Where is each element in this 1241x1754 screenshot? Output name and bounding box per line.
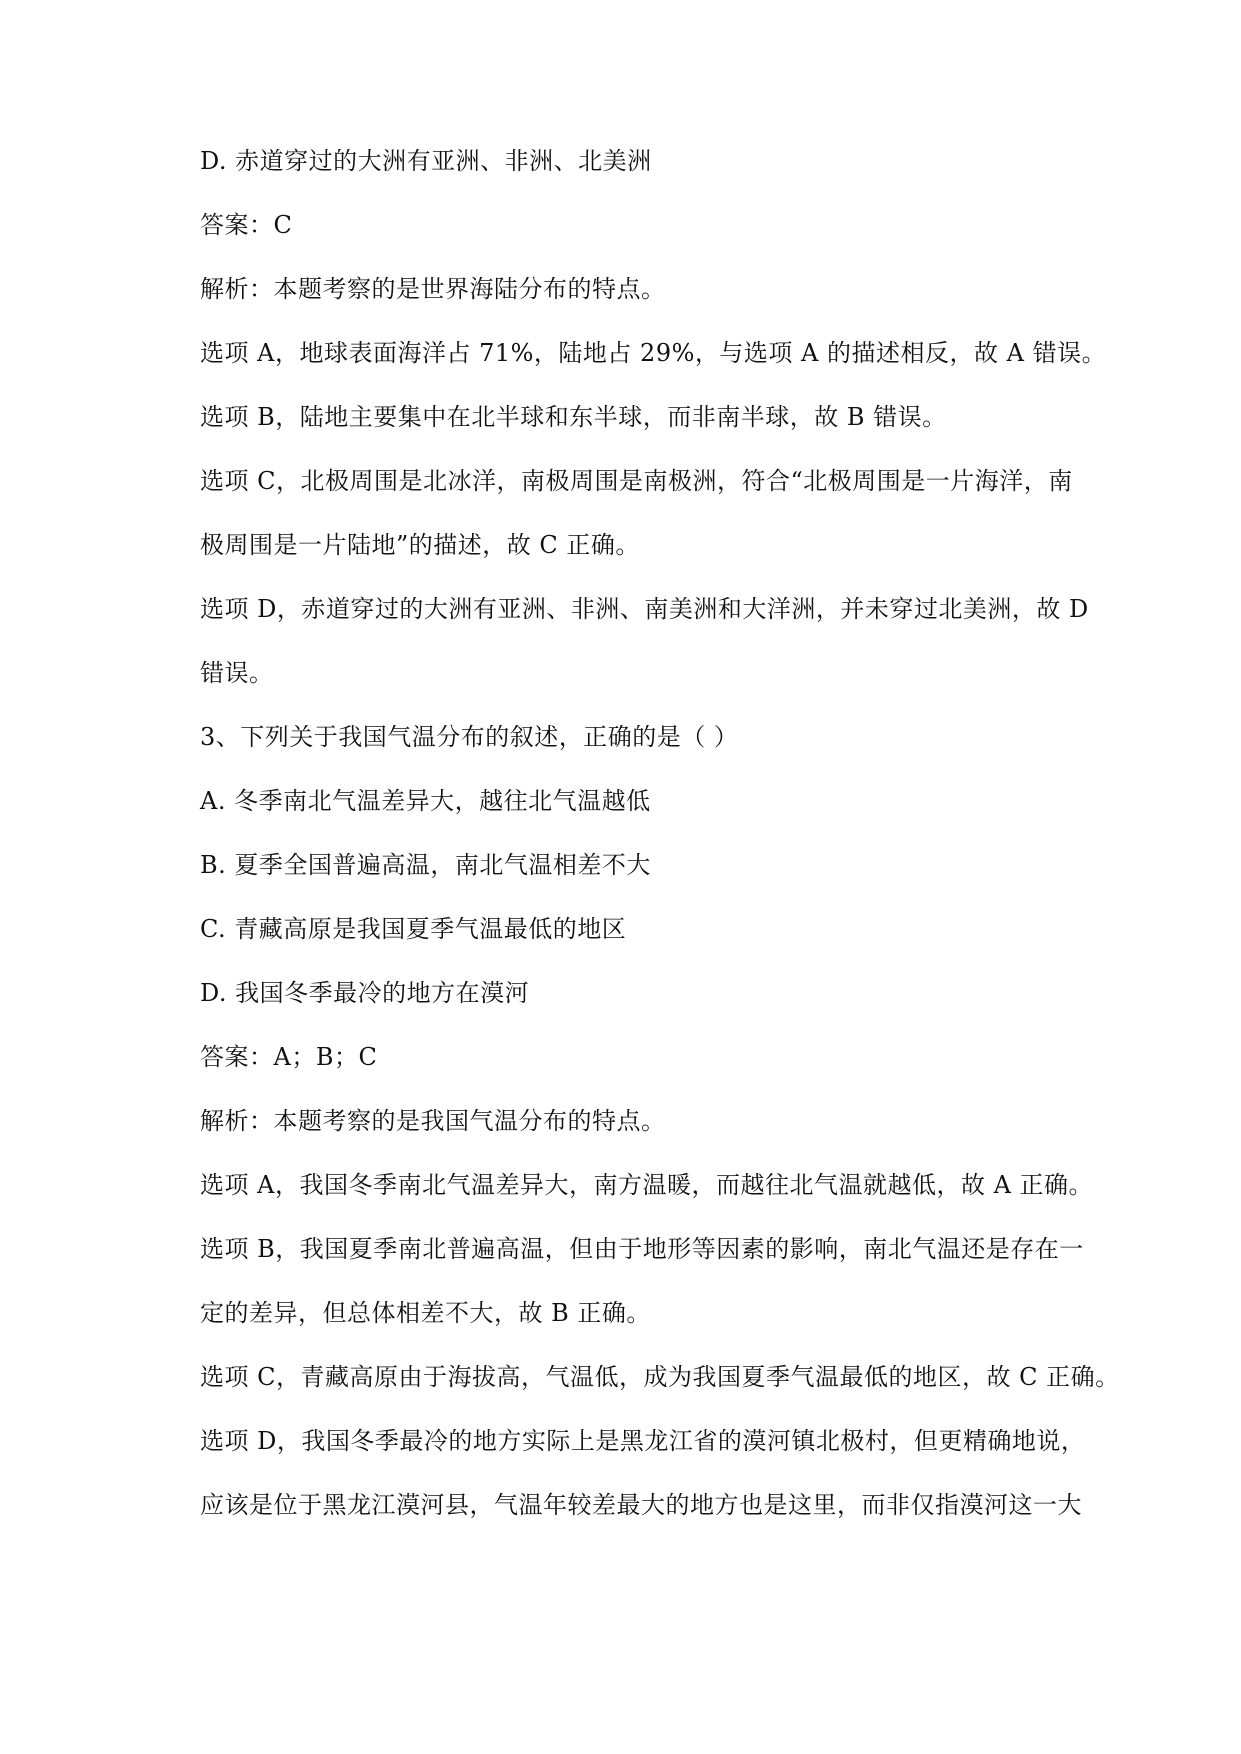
question-3-explanation-a: 选项 A，我国冬季南北气温差异大，南方温暖，而越往北气温就越低，故 A 正确。 [200,1171,1094,1199]
explanation-d-continued-line: 错误。 [200,659,274,687]
explanation-d-line: 选项 D，赤道穿过的大洲有亚洲、非洲、南美洲和大洋洲，并未穿过北美洲，故 D [200,595,1089,623]
question-3-option-c: C. 青藏高原是我国夏季气温最低的地区 [200,915,627,943]
document-body [200,145,1120,1553]
answer-line: 答案：C [200,211,293,239]
analysis-line: 解析：本题考察的是世界海陆分布的特点。 [200,275,666,303]
question-3-option-b: B. 夏季全国普遍高温，南北气温相差不大 [200,851,651,879]
explanation-b-line: 选项 B，陆地主要集中在北半球和东半球，而非南半球，故 B 错误。 [200,403,947,431]
question-3-explanation-b: 选项 B，我国夏季南北普遍高温，但由于地形等因素的影响，南北气温还是存在一 [200,1235,1084,1263]
explanation-a-line: 选项 A，地球表面海洋占 71%，陆地占 29%，与选项 A 的描述相反，故 A 错误。 [200,339,1107,367]
question-3-option-d: D. 我国冬季最冷的地方在漠河 [200,979,530,1007]
question-3-explanation-b-continued: 定的差异，但总体相差不大，故 B 正确。 [200,1299,651,1327]
question-3-explanation-d-continued: 应该是位于黑龙江漠河县，气温年较差最大的地方也是这里，而非仅指漠河这一大 [200,1491,1082,1519]
question-3-analysis-line: 解析：本题考察的是我国气温分布的特点。 [200,1107,666,1135]
question-3-explanation-d: 选项 D，我国冬季最冷的地方实际上是黑龙江省的漠河镇北极村，但更精确地说， [200,1427,1086,1455]
explanation-c-line: 选项 C，北极周围是北冰洋，南极周围是南极洲，符合“北极周围是一片海洋，南 [200,467,1073,495]
question-3-line: 3、下列关于我国气温分布的叙述，正确的是（ ） [200,723,739,751]
question-3-explanation-c: 选项 C，青藏高原由于海拔高，气温低，成为我国夏季气温最低的地区，故 C 正确。 [200,1363,1120,1391]
question-3-option-a: A. 冬季南北气温差异大，越往北气温越低 [200,787,651,815]
question-3-answer-line: 答案：A；B；C [200,1043,378,1071]
option-d-line: D. 赤道穿过的大洲有亚洲、非洲、北美洲 [200,147,652,175]
explanation-c-continued-line: 极周围是一片陆地”的描述，故 C 正确。 [200,531,640,559]
